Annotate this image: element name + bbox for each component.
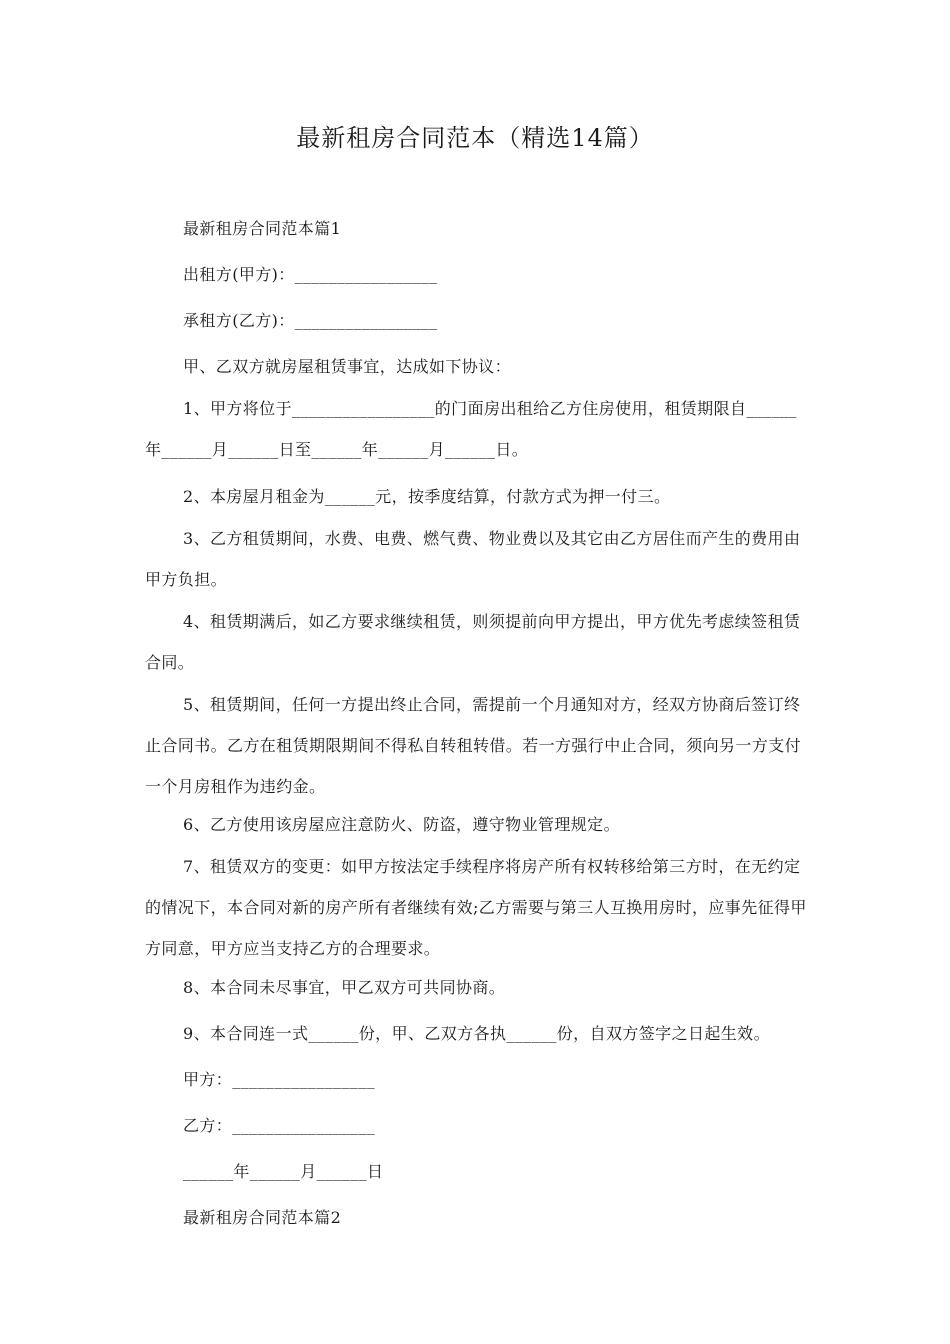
section-heading-2: 最新租房合同范本篇2 (183, 1208, 342, 1227)
clause-2: 2、本房屋月租金为______元，按季度结算，付款方式为押一付三。 (183, 487, 671, 506)
document-title: 最新租房合同范本（精选14篇） (296, 124, 654, 152)
lessee-line: 承租方(乙方)：_________________ (183, 311, 438, 330)
clause-1: 1、甲方将位于_________________的门面房出租给乙方住房使用，租赁期限自______年______月______日至______年______月______日。 (145, 399, 797, 459)
clause-8: 8、本合同未尽事宜，甲乙双方可共同协商。 (183, 978, 506, 997)
clause-7: 7、租赁双方的变更：如甲方按法定手续程序将房产所有权转移给第三方时，在无约定的情况下，本合同对新的房产所有者继续有效;乙方需要与第三人互换用房时，应事先征得甲方同意，甲方应当支持乙方的合理要求。 (145, 857, 807, 958)
signature-party-b: 乙方：_________________ (183, 1116, 375, 1135)
lessor-line: 出租方(甲方)：_________________ (183, 265, 438, 284)
clause-5: 5、租赁期间，任何一方提出终止合同，需提前一个月通知对方，经双方协商后签订终止合同书。乙方在租赁期限期间不得私自转租转借。若一方强行中止合同，须向另一方支付一个月房租作为违约金。 (145, 695, 802, 796)
clause-4: 4、租赁期满后，如乙方要求继续租赁，则须提前向甲方提出，甲方优先考虑续签租赁合同。 (145, 612, 801, 672)
clause-6: 6、乙方使用该房屋应注意防火、防盗，遵守物业管理规定。 (183, 815, 620, 834)
clause-9: 9、本合同连一式______份，甲、乙双方各执______份，自双方签字之日起生效。 (183, 1024, 770, 1043)
signature-date: ______年______月______日 (183, 1162, 384, 1181)
agreement-intro: 甲、乙双方就房屋租赁事宜，达成如下协议： (183, 357, 512, 376)
clause-3: 3、乙方租赁期间，水费、电费、燃气费、物业费以及其它由乙方居住而产生的费用由甲方负担。 (145, 529, 801, 589)
signature-party-a: 甲方：_________________ (183, 1070, 375, 1089)
section-heading-1: 最新租房合同范本篇1 (183, 219, 342, 238)
